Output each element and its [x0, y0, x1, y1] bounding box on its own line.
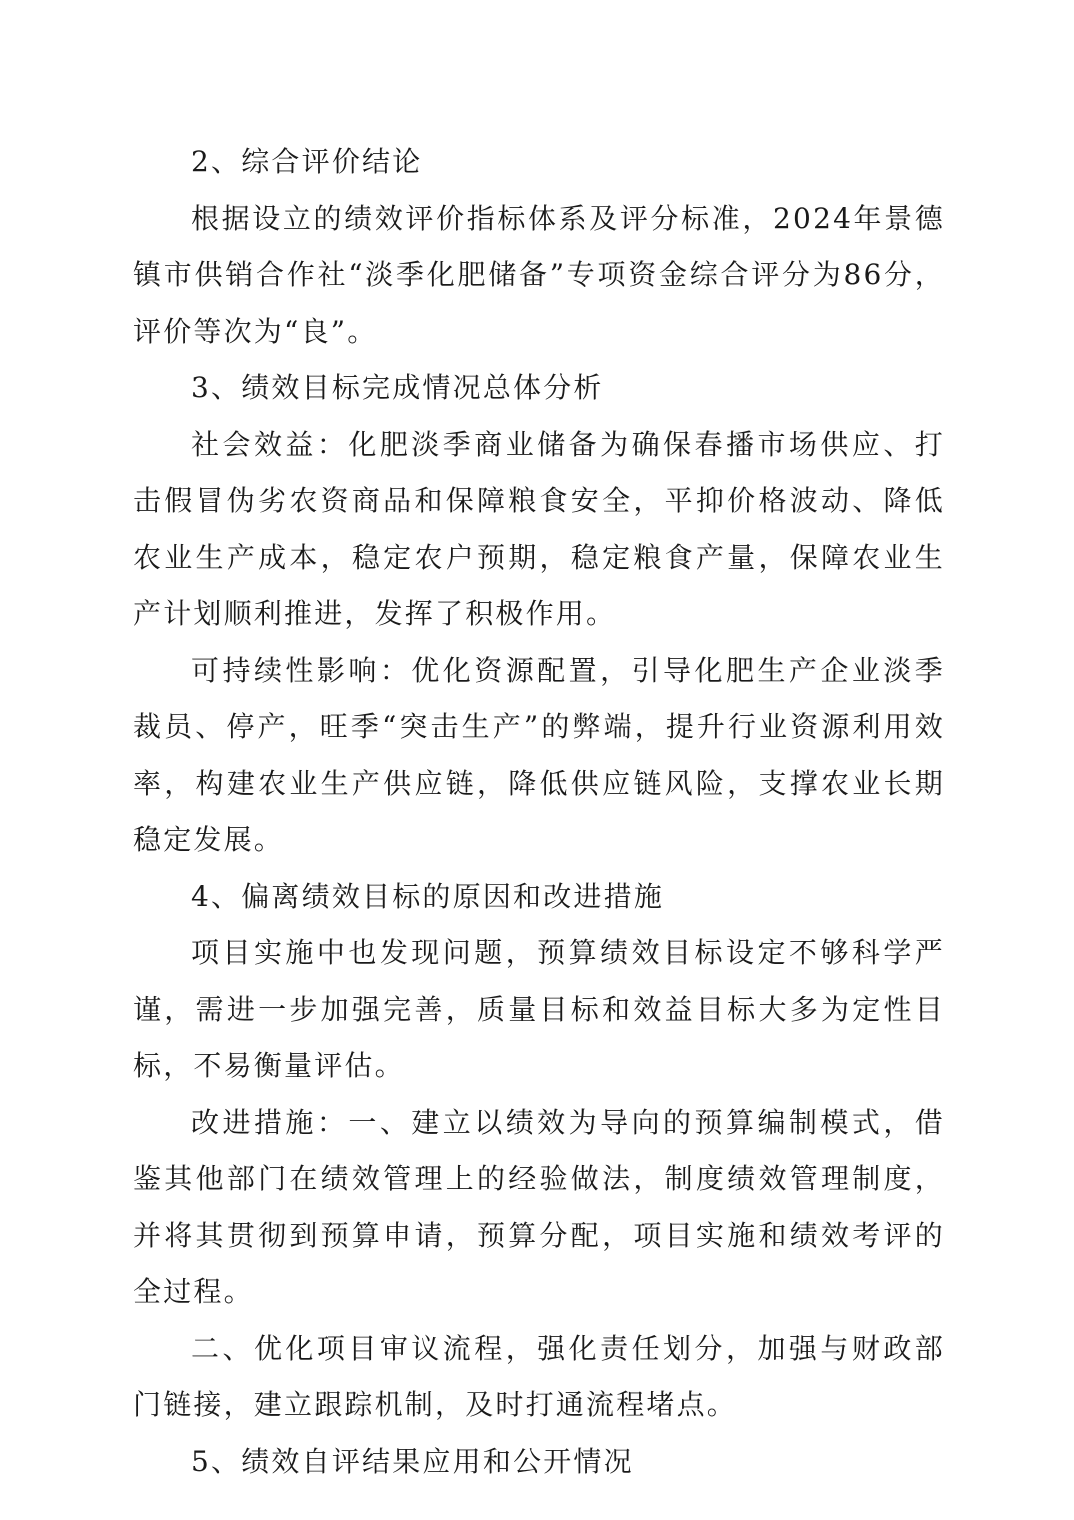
document-body [133, 134, 945, 1490]
paragraph-social-benefits: 社会效益：化肥淡季商业储备为确保春播市场供应、打击假冒伪劣农资商品和保障粮食安全，平抑价格波动、降低农业生产成本，稳定农户预期，稳定粮食产量，保障农业生产计划顺利推进，发挥了积极作用。 [133, 427, 945, 630]
section-heading-results-application: 5、绩效自评结果应用和公开情况 [191, 1444, 634, 1478]
paragraph-improvement-measure-1: 改进措施：一、建立以绩效为导向的预算编制模式，借鉴其他部门在绩效管理上的经验做法，制度绩效管理制度，并将其贯彻到预算申请，预算分配，项目实施和绩效考评的全过程。 [133, 1105, 945, 1308]
section-heading-evaluation-conclusion: 2、综合评价结论 [191, 145, 423, 178]
section-heading-goal-analysis: 3、绩效目标完成情况总体分析 [191, 371, 604, 404]
paragraph-problems-found: 项目实施中也发现问题，预算绩效目标设定不够科学严谨，需进一步加强完善，质量目标和效益目标大多为定性目标，不易衡量评估。 [133, 936, 945, 1082]
paragraph-improvement-measure-2: 二、优化项目审议流程，强化责任划分，加强与财政部门链接，建立跟踪机制，及时打通流程堵点。 [133, 1331, 945, 1421]
paragraph-sustainability-impact: 可持续性影响：优化资源配置，引导化肥生产企业淡季裁员、停产，旺季“突击生产”的弊端，提升行业资源利用效率，构建农业生产供应链，降低供应链风险，支撑农业长期稳定发展。 [133, 653, 945, 856]
section-heading-deviation-causes: 4、偏离绩效目标的原因和改进措施 [191, 879, 665, 913]
paragraph-evaluation-score: 根据设立的绩效评价指标体系及评分标准，2024年景德镇市供销合作社“淡季化肥储备”专项资金综合评分为86分，评价等次为“良”。 [133, 201, 945, 348]
